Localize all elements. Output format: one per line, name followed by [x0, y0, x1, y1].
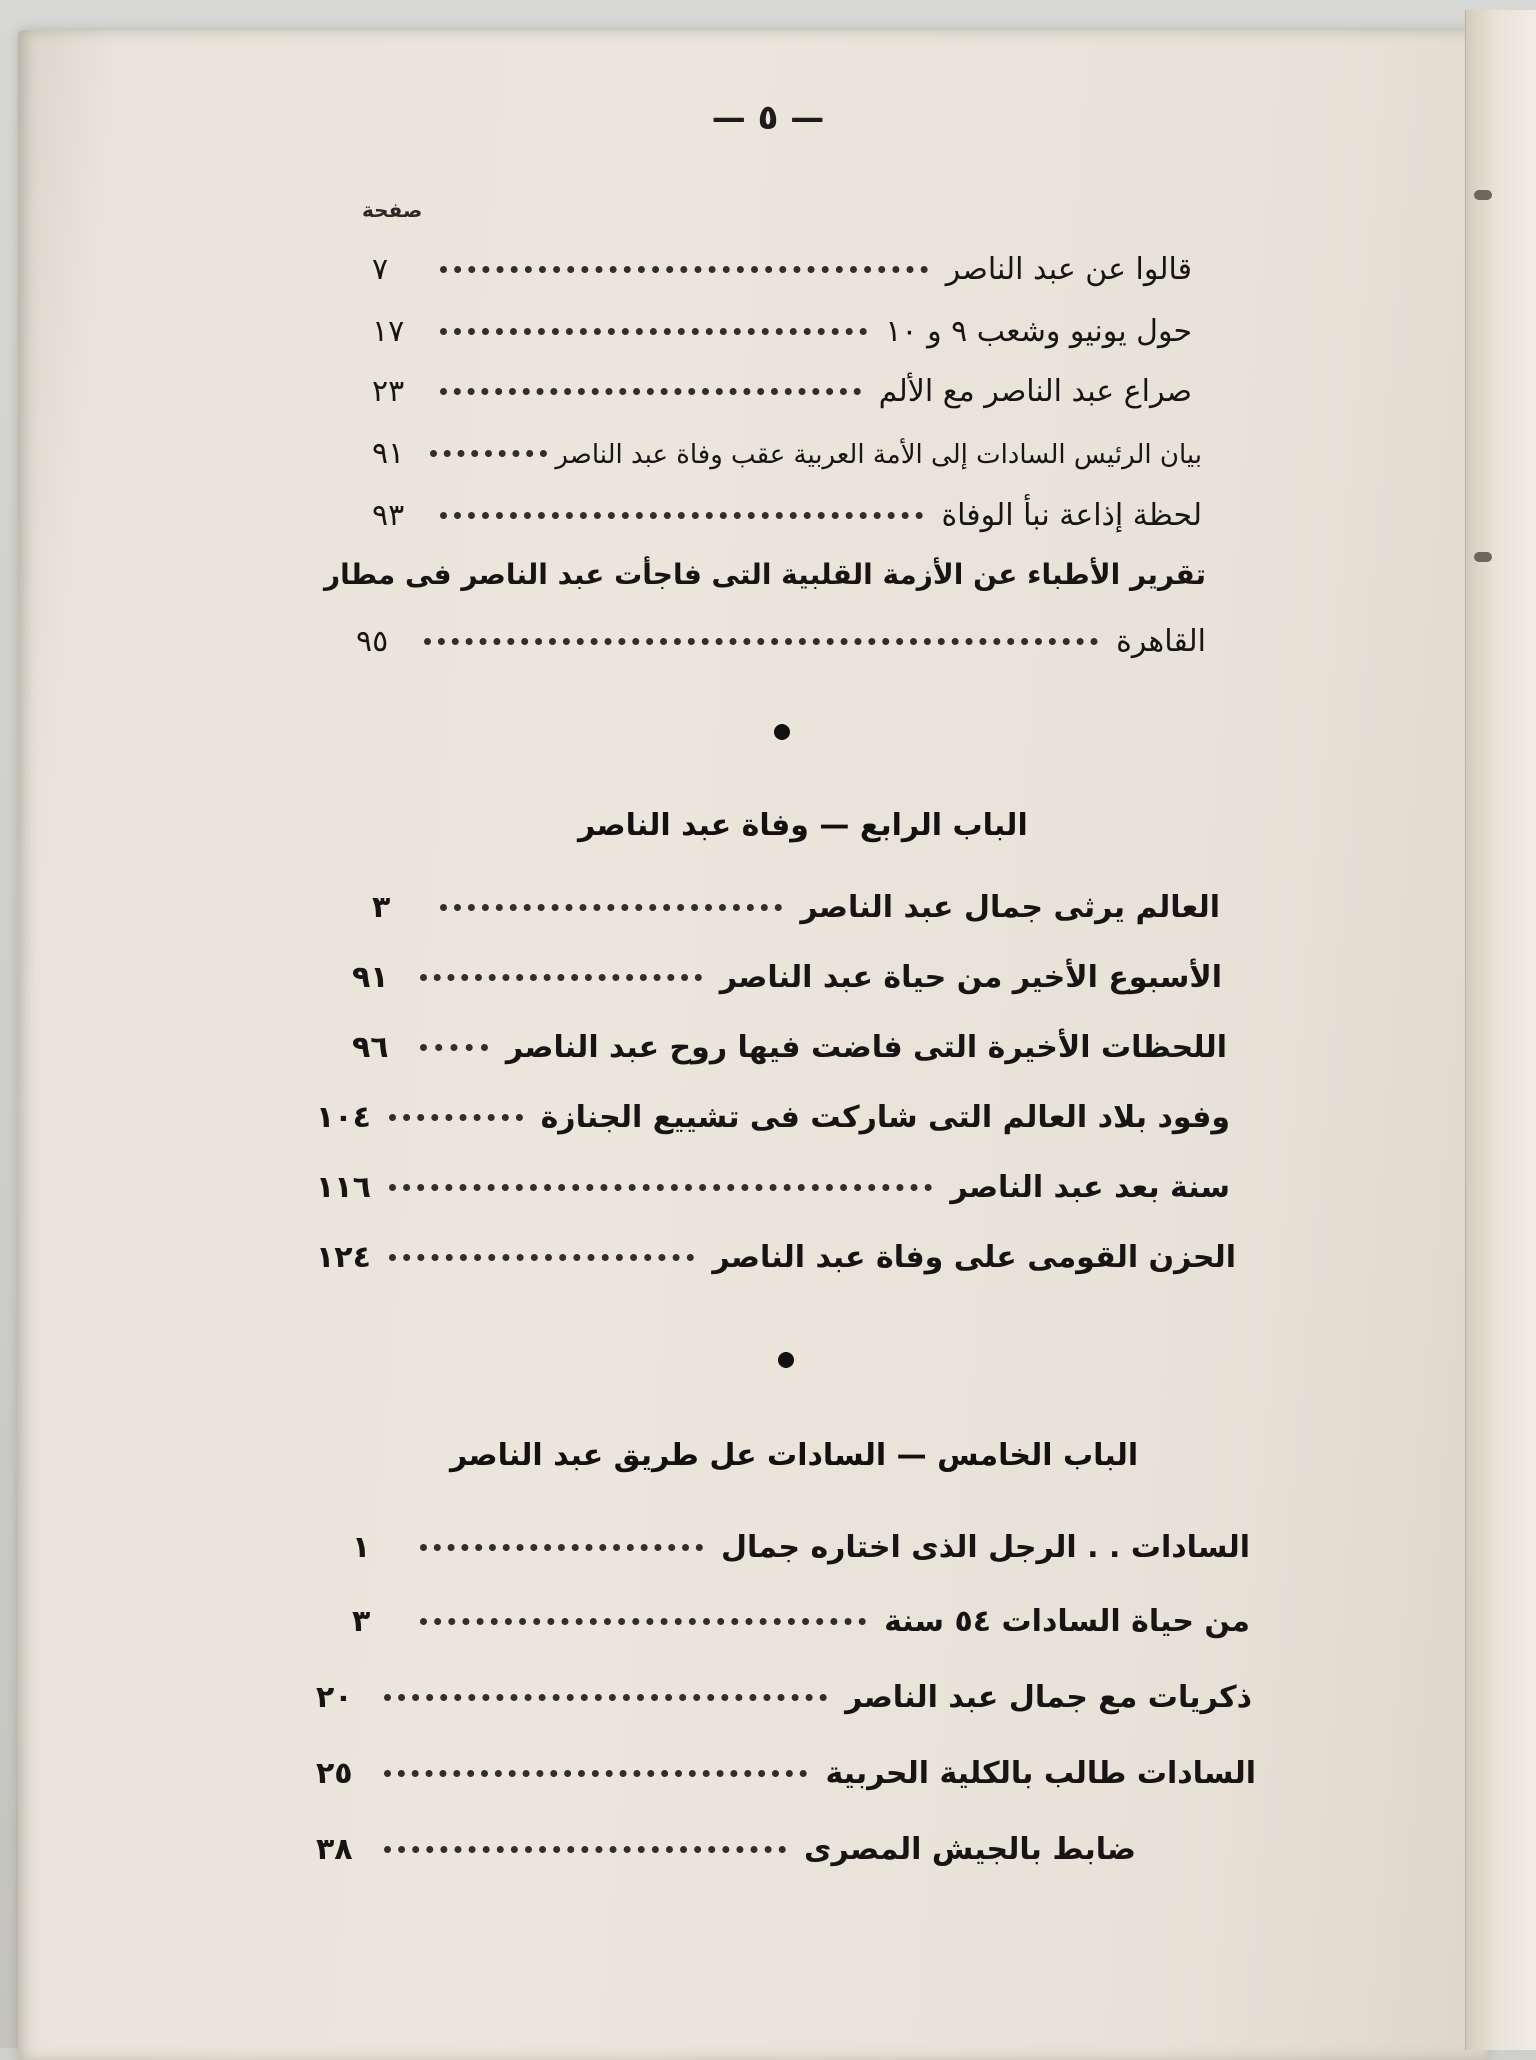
entry-title: ضابط بالجيش المصرى: [804, 1832, 1136, 1867]
binding-stitch: [1474, 190, 1492, 200]
entry-page: ٢٥: [316, 1756, 353, 1791]
dot-leader: [389, 1114, 523, 1121]
chapter-heading: الباب الخامس — السادات عل طريق عبد الناصر: [450, 1438, 1139, 1473]
entry-title: سنة بعد عبد الناصر: [950, 1170, 1230, 1205]
entry-page: ٩٥: [356, 624, 389, 659]
toc-entry: [372, 890, 1220, 925]
toc-entry: [316, 1100, 1230, 1135]
dot-leader: [430, 450, 547, 457]
entry-page: ٩٦: [352, 1030, 389, 1065]
entry-page: ٢٠: [316, 1680, 353, 1715]
toc-entry: [352, 960, 1222, 995]
entry-page: ٣٨: [316, 1832, 353, 1867]
entry-page: ١٠٤: [316, 1100, 371, 1135]
entry-page: ٩١: [372, 436, 405, 471]
entry-title: وفود بلاد العالم التى شاركت فى تشييع الجنازة: [540, 1100, 1230, 1135]
book-spine: [1465, 10, 1536, 2050]
entry-title: ذكريات مع جمال عبد الناصر: [845, 1680, 1252, 1715]
dot-leader: [420, 1044, 488, 1051]
entry-title: صراع عبد الناصر مع الألم: [878, 374, 1192, 409]
dot-leader: [440, 266, 928, 273]
entry-page: ١: [352, 1530, 371, 1565]
dot-leader: [440, 512, 923, 519]
page-number: — ٥ —: [711, 98, 825, 138]
entry-title: حول يونيو وشعب ٩ و ١٠: [885, 314, 1192, 349]
dot-leader: [384, 1770, 807, 1777]
toc-entry: [352, 1604, 1250, 1639]
section-separator: [774, 724, 790, 740]
entry-page: ٣: [352, 1604, 371, 1639]
entry-title: اللحظات الأخيرة التى فاضت فيها روح عبد الناصر: [505, 1030, 1227, 1065]
entry-title-line2: القاهرة: [1116, 624, 1206, 659]
page-column-label: صفحة: [362, 198, 423, 222]
entry-title: العالم يرثى جمال عبد الناصر: [800, 890, 1220, 925]
dot-leader: [420, 1544, 703, 1551]
toc-entry: [352, 1530, 1250, 1565]
chapter-heading: الباب الرابع — وفاة عبد الناصر: [578, 808, 1028, 843]
toc-entry: [372, 498, 1202, 533]
entry-page: ١٢٤: [316, 1240, 371, 1275]
entry-page: ٧: [372, 252, 389, 287]
dot-leader: [440, 904, 782, 911]
section-separator: [778, 1352, 794, 1368]
dot-leader: [424, 638, 1098, 645]
toc-entry: [316, 1170, 1230, 1205]
toc-entry: [372, 314, 1192, 349]
dot-leader: [384, 1694, 827, 1701]
entry-page: ١٧: [372, 314, 405, 349]
entry-page: ٩١: [352, 960, 389, 995]
entry-title: قالوا عن عبد الناصر: [945, 252, 1192, 287]
entry-title: الأسبوع الأخير من حياة عبد الناصر: [719, 960, 1222, 995]
entry-title: السادات طالب بالكلية الحربية: [825, 1756, 1256, 1791]
entry-page: ٩٣: [372, 498, 405, 533]
dot-leader: [440, 388, 861, 395]
toc-entry: [316, 1832, 1136, 1867]
toc-entry: [372, 436, 1202, 471]
toc-entry: [372, 252, 1192, 287]
toc-entry: [372, 374, 1192, 409]
entry-title-line1: تقرير الأطباء عن الأزمة القلبية التى فاجأت عبد الناصر فى مطار: [323, 558, 1206, 591]
entry-title: الحزن القومى على وفاة عبد الناصر: [712, 1240, 1236, 1275]
dot-leader: [384, 1846, 786, 1853]
dot-leader: [420, 1618, 866, 1625]
dot-leader: [389, 1254, 694, 1261]
entry-title: بيان الرئيس السادات إلى الأمة العربية عقب وفاة عبد الناصر: [555, 440, 1202, 470]
entry-title: من حياة السادات ٥٤ سنة: [884, 1604, 1250, 1639]
binding-stitch: [1474, 552, 1492, 562]
entry-page: ٢٣: [372, 374, 405, 409]
dot-leader: [420, 974, 702, 981]
toc-entry: [352, 1030, 1227, 1065]
entry-title: السادات . . الرجل الذى اختاره جمال: [720, 1530, 1250, 1565]
dot-leader: [440, 328, 867, 335]
toc-entry: [356, 624, 1206, 659]
toc-entry: [316, 1680, 1252, 1715]
toc-entry: [316, 1240, 1236, 1275]
entry-page: ١١٦: [316, 1170, 371, 1205]
dot-leader: [389, 1184, 932, 1191]
entry-title: لحظة إذاعة نبأ الوفاة: [941, 498, 1202, 533]
toc-entry: [316, 1756, 1256, 1791]
entry-page: ٣: [372, 890, 391, 925]
